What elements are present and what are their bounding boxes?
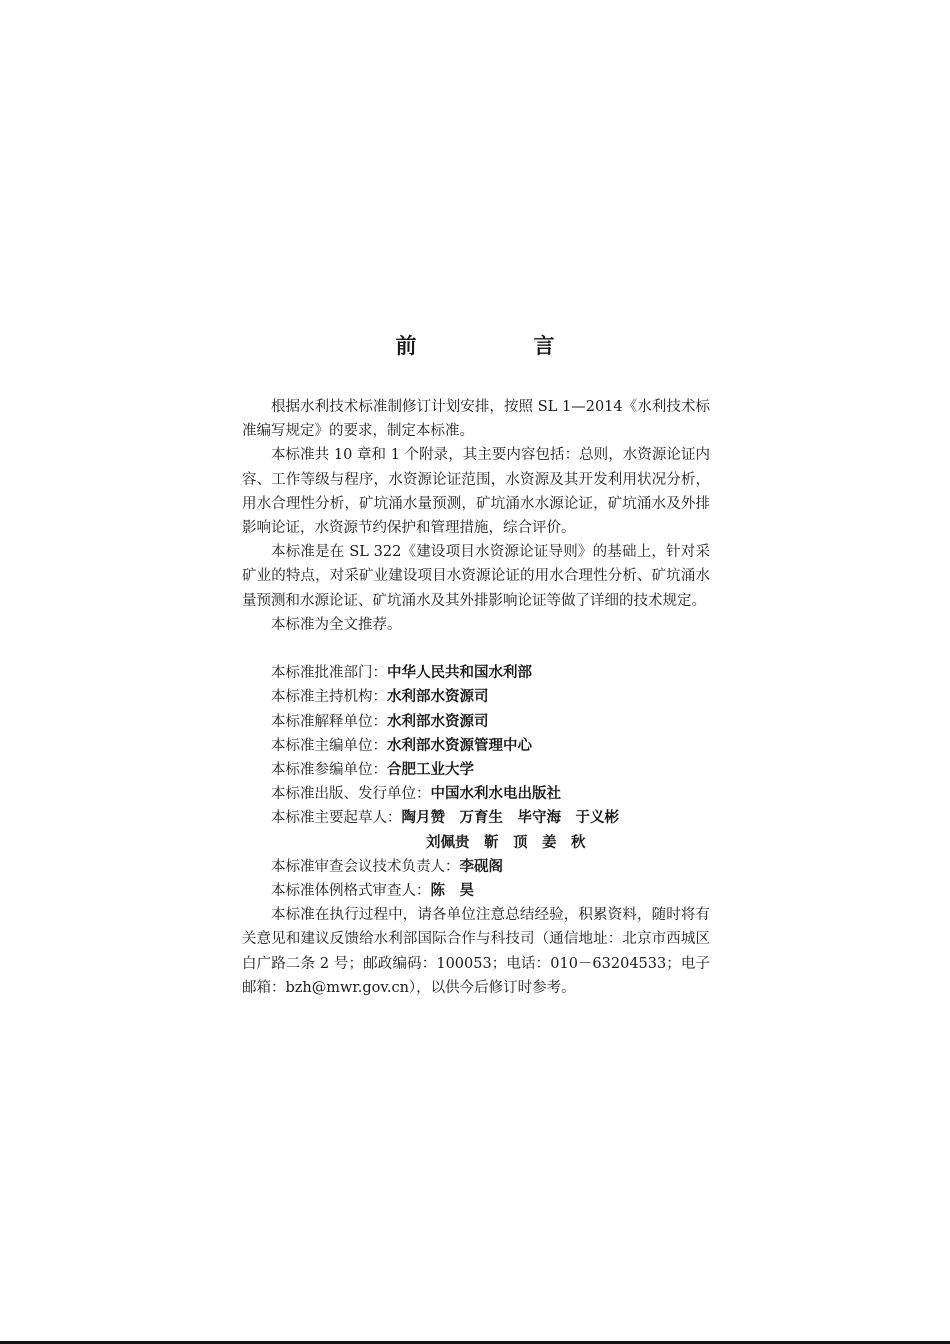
info-value: 陈 昊: [430, 883, 474, 900]
chief-editor-line: [242, 734, 710, 758]
info-label: 本标准主编单位：: [271, 737, 387, 754]
info-label: 本标准出版、发行单位：: [271, 786, 431, 803]
info-value: 李砚阁: [459, 858, 503, 875]
interpretation-unit-line: [242, 710, 710, 734]
review-lead-line: [242, 855, 710, 879]
info-value: 水利部水资源司: [387, 713, 489, 730]
info-label: 本标准解释单位：: [271, 713, 387, 730]
spacer: [242, 637, 710, 661]
co-editor-line: [242, 758, 710, 782]
info-value: 水利部水资源管理中心: [387, 737, 532, 754]
page-title: 前 言: [395, 334, 603, 358]
format-review-line: [242, 879, 710, 903]
info-label: 本标准主持机构：: [271, 689, 387, 706]
info-value: 中华人民共和国水利部: [387, 665, 532, 682]
info-label: 本标准体例格式审查人：: [271, 883, 431, 900]
publisher-line: [242, 782, 710, 806]
info-value: 水利部水资源司: [387, 689, 489, 706]
info-label: 本标准参编单位：: [271, 762, 387, 779]
info-label: 本标准审查会议技术负责人：: [271, 858, 460, 875]
body-text: [242, 395, 710, 1000]
paragraph-contents: 本标准共 10 章和 1 个附录，其主要内容包括：总则，水资源论证内容、工作等级与程序，水资源论证范围，水资源及其开发利用状况分析，用水合理性分析，矿坑涌水量预测，矿坑涌水水源论证，矿坑涌水及外排影响论证，水资源节约保护和管理措施，综合评价。: [242, 447, 710, 537]
info-label: 本标准主要起草人：: [271, 810, 402, 827]
paragraph-background: 本标准是在 SL 322《建设项目水资源论证导则》的基础上，针对采矿业的特点，对采矿业建设项目水资源论证的用水合理性分析、矿坑涌水量预测和水源论证、矿坑涌水及其外排影响论证等做了详细的技术规定。: [242, 544, 710, 609]
paragraph-recommendation: 本标准为全文推荐。: [271, 616, 402, 633]
info-value: 合肥工业大学: [387, 762, 474, 779]
drafters-names-2: 刘佩贵 靳 顶 姜 秋: [426, 834, 586, 851]
paragraph-basis: 根据水利技术标准制修订计划安排，按照 SL 1—2014《水利技术标准编写规定》的要求，制定本标准。: [242, 399, 710, 440]
host-organization-line: [242, 685, 710, 709]
info-value: 中国水利水电出版社: [430, 786, 561, 803]
drafters-names-1: 陶月赞 万育生 毕守海 于义彬: [401, 810, 619, 827]
approval-department-line: [242, 661, 710, 685]
drafters-line: [242, 806, 710, 830]
paragraph-feedback: 本标准在执行过程中，请各单位注意总结经验，积累资料，随时将有关意见和建议反馈给水利部国际合作与科技司（通信地址：北京市西城区白广路二条 2 号；邮政编码：100053；电话：010－63204533；电子邮箱：bzh@mwr.gov.cn），以供今后修订时参考。: [242, 907, 710, 996]
info-label: 本标准批准部门：: [271, 665, 387, 682]
